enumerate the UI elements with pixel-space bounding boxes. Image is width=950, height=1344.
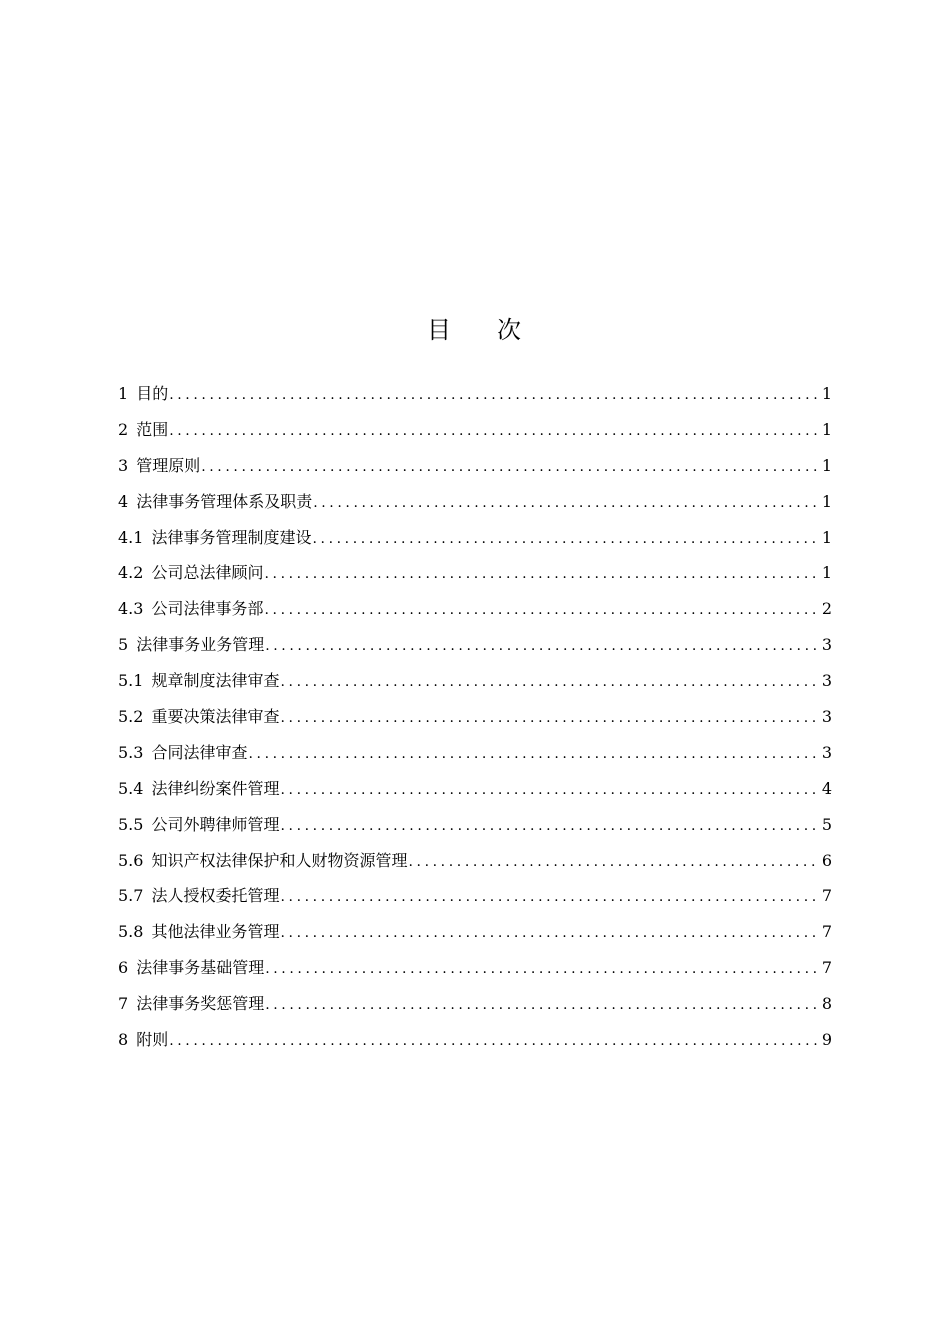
toc-dot-leader bbox=[280, 665, 818, 701]
toc-entry-number: 5.5 bbox=[118, 814, 144, 834]
toc-entry-label: 公司法律事务部 bbox=[151, 599, 264, 619]
toc-entry[interactable] bbox=[118, 627, 832, 663]
toc-entry-page-number: 1 bbox=[821, 563, 832, 583]
toc-entry-page-number: 3 bbox=[821, 742, 832, 762]
toc-entry-number: 5.2 bbox=[118, 707, 144, 727]
toc-entry-number: 4.2 bbox=[118, 563, 144, 583]
toc-entry-label: 公司外聘律师管理 bbox=[151, 814, 280, 834]
toc-entry-label: 法律事务业务管理 bbox=[136, 635, 265, 655]
toc-entry-number: 3 bbox=[118, 455, 129, 475]
toc-entry[interactable] bbox=[118, 878, 832, 914]
toc-dot-leader bbox=[264, 557, 818, 593]
toc-entry-label: 附则 bbox=[136, 1030, 169, 1050]
toc-entry-page-number: 1 bbox=[821, 384, 832, 403]
toc-entry[interactable] bbox=[118, 1022, 832, 1058]
toc-entry[interactable] bbox=[118, 484, 832, 520]
toc-entry-page-number: 1 bbox=[821, 491, 832, 511]
toc-entry[interactable] bbox=[118, 771, 832, 807]
toc-entry-label: 公司总法律顾问 bbox=[151, 563, 264, 583]
toc-entry[interactable] bbox=[118, 448, 832, 484]
toc-title-part2: 次 bbox=[497, 316, 523, 344]
toc-entry-label: 其他法律业务管理 bbox=[151, 922, 280, 942]
toc-entry-label: 目的 bbox=[136, 384, 169, 403]
toc-entry-page-number: 2 bbox=[821, 599, 832, 619]
toc-entry[interactable] bbox=[118, 843, 832, 879]
toc-dot-leader bbox=[265, 629, 819, 665]
toc-entry[interactable] bbox=[118, 950, 832, 986]
toc-entry-page-number: 9 bbox=[821, 1030, 832, 1050]
toc-dot-leader bbox=[313, 486, 819, 522]
toc-entry-page-number: 3 bbox=[821, 707, 832, 727]
toc-entry-page-number: 5 bbox=[821, 814, 832, 834]
toc-entry-number: 5.4 bbox=[118, 778, 144, 798]
toc-entry-page-number: 1 bbox=[821, 527, 832, 547]
toc-entry-page-number: 3 bbox=[821, 671, 832, 691]
toc-entry-label: 管理原则 bbox=[136, 455, 201, 475]
toc-dot-leader bbox=[280, 916, 818, 952]
toc-list bbox=[118, 376, 832, 1058]
toc-entry-page-number: 3 bbox=[821, 635, 832, 655]
toc-entry-label: 重要决策法律审查 bbox=[151, 707, 280, 727]
toc-dot-leader bbox=[280, 773, 818, 809]
toc-entry[interactable] bbox=[118, 520, 832, 556]
toc-entry-page-number: 1 bbox=[821, 419, 832, 439]
toc-entry-number: 4 bbox=[118, 491, 129, 511]
toc-entry-page-number: 4 bbox=[821, 778, 832, 798]
toc-entry-number: 1 bbox=[118, 384, 129, 403]
toc-entry-number: 6 bbox=[118, 958, 129, 978]
toc-entry-number: 5.6 bbox=[118, 850, 144, 870]
toc-dot-leader bbox=[248, 737, 818, 773]
toc-entry[interactable] bbox=[118, 412, 832, 448]
toc-dot-leader bbox=[265, 988, 819, 1024]
toc-entry-label: 法律事务奖惩管理 bbox=[136, 994, 265, 1014]
toc-entry-page-number: 7 bbox=[821, 922, 832, 942]
toc-title-part1: 目 bbox=[427, 316, 453, 344]
toc-entry-page-number: 7 bbox=[821, 958, 832, 978]
toc-entry-number: 5.3 bbox=[118, 742, 144, 762]
toc-entry-number: 4.3 bbox=[118, 599, 144, 619]
toc-entry-number: 4.1 bbox=[118, 527, 144, 547]
toc-dot-leader bbox=[312, 522, 818, 558]
toc-entry[interactable] bbox=[118, 735, 832, 771]
toc-entry-page-number: 8 bbox=[821, 994, 832, 1014]
toc-title bbox=[0, 312, 950, 348]
toc-entry-label: 法律事务管理体系及职责 bbox=[136, 491, 313, 511]
toc-entry-label: 法律事务基础管理 bbox=[136, 958, 265, 978]
toc-entry[interactable] bbox=[118, 914, 832, 950]
toc-dot-leader bbox=[169, 378, 819, 414]
toc-entry-label: 法律事务管理制度建设 bbox=[151, 527, 312, 547]
toc-dot-leader bbox=[280, 701, 818, 737]
toc-entry-number: 5.7 bbox=[118, 886, 144, 906]
toc-entry[interactable] bbox=[118, 376, 832, 412]
toc-entry-page-number: 1 bbox=[821, 455, 832, 475]
toc-dot-leader bbox=[169, 1024, 819, 1060]
toc-dot-leader bbox=[265, 952, 819, 988]
toc-entry[interactable] bbox=[118, 986, 832, 1022]
toc-entry-number: 5 bbox=[118, 635, 129, 655]
toc-dot-leader bbox=[408, 845, 818, 881]
toc-entry-number: 7 bbox=[118, 994, 129, 1014]
toc-entry-label: 知识产权法律保护和人财物资源管理 bbox=[151, 850, 408, 870]
toc-entry-page-number: 6 bbox=[821, 850, 832, 870]
toc-entry[interactable] bbox=[118, 807, 832, 843]
toc-dot-leader bbox=[280, 809, 818, 845]
toc-entry-number: 5.1 bbox=[118, 671, 144, 691]
toc-entry-label: 法人授权委托管理 bbox=[151, 886, 280, 906]
toc-entry[interactable] bbox=[118, 555, 832, 591]
toc-entry-number: 2 bbox=[118, 419, 129, 439]
toc-dot-leader bbox=[280, 880, 818, 916]
toc-entry[interactable] bbox=[118, 699, 832, 735]
toc-entry[interactable] bbox=[118, 663, 832, 699]
toc-dot-leader bbox=[201, 450, 819, 486]
toc-entry-label: 规章制度法律审查 bbox=[151, 671, 280, 691]
toc-entry-label: 法律纠纷案件管理 bbox=[151, 778, 280, 798]
toc-entry-label: 合同法律审查 bbox=[151, 742, 248, 762]
toc-dot-leader bbox=[264, 593, 818, 629]
toc-entry-page-number: 7 bbox=[821, 886, 832, 906]
toc-entry-number: 5.8 bbox=[118, 922, 144, 942]
toc-dot-leader bbox=[169, 414, 819, 450]
toc-entry-label: 范围 bbox=[136, 419, 169, 439]
toc-entry-number: 8 bbox=[118, 1030, 129, 1050]
toc-entry[interactable] bbox=[118, 591, 832, 627]
